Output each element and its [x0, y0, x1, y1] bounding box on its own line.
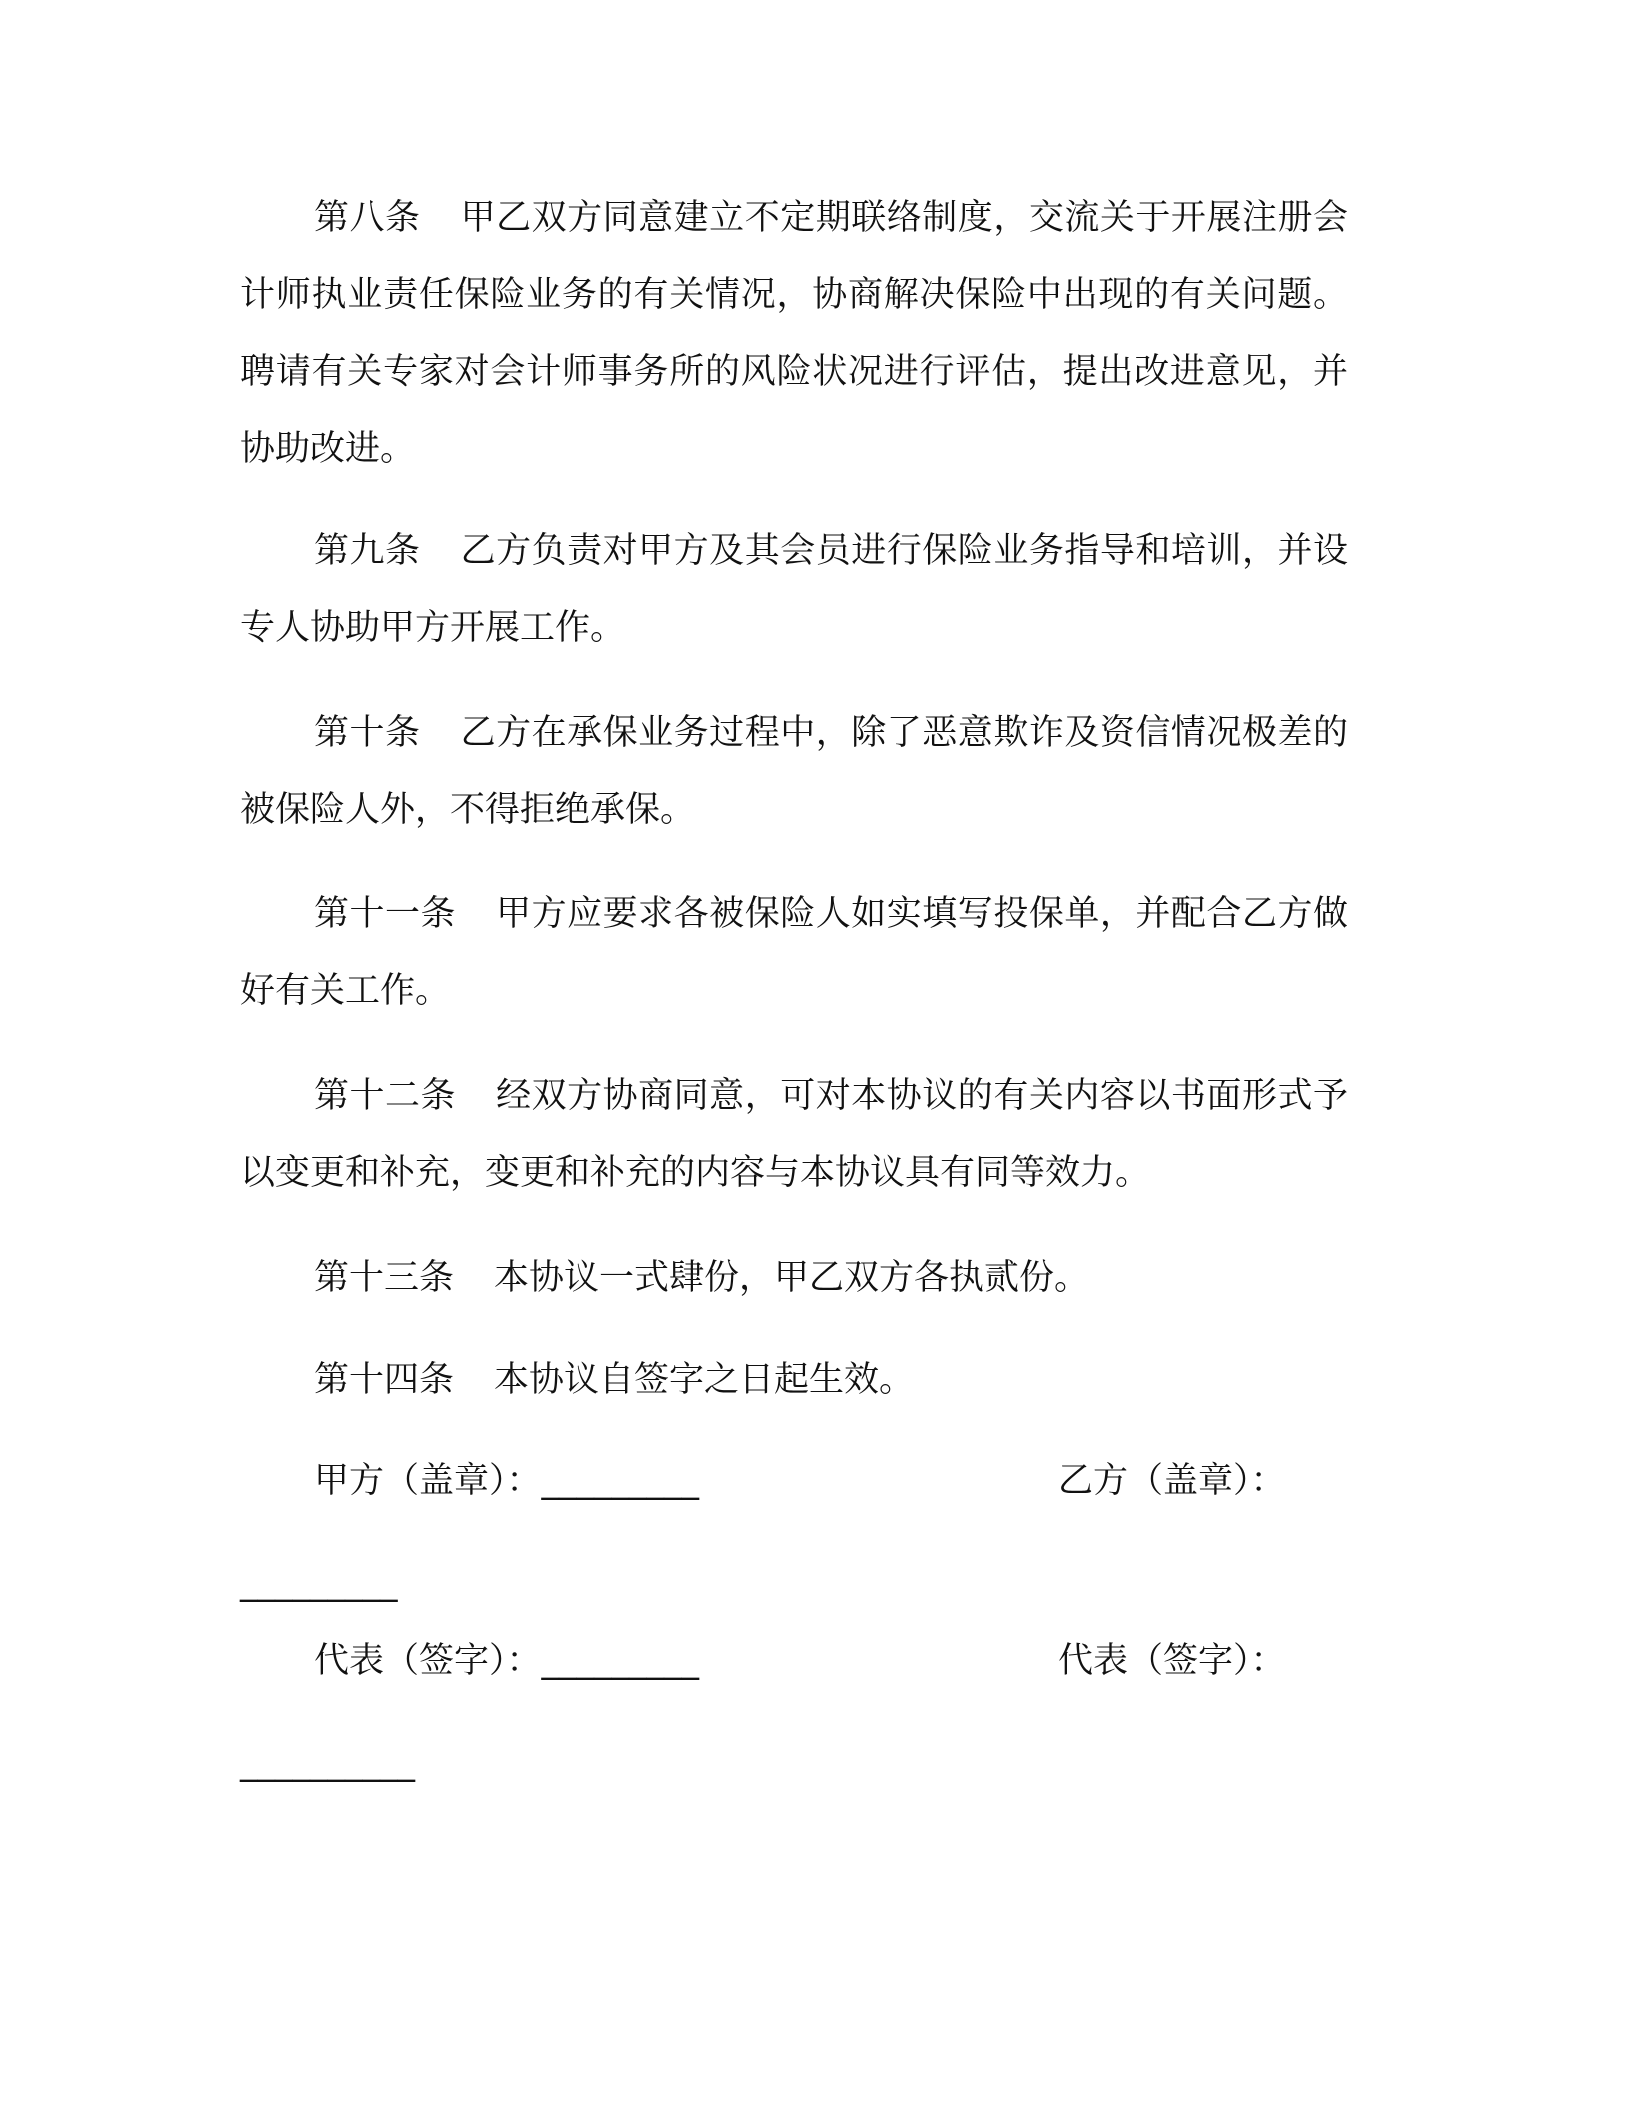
party-a-seal-field: 甲方（盖章）：_________	[314, 1461, 700, 1501]
article-heading: 第九条	[314, 531, 421, 571]
party-a-representative-field: 代表（签字）：_________	[314, 1641, 700, 1681]
article-text: 本协议一式肆份，甲乙双方各执贰份。	[494, 1258, 1090, 1298]
article-text: 甲乙双方同意建立不定期联络制度，交流关于开展注册会计师执业责任保险业务的有关情况，协商解决保险中出现的有关问题。聘请有关专家对会计师事务所的风险状况进行评估，提出改进意见，并协助改进。	[240, 198, 1348, 469]
article-text: 乙方在承保业务过程中，除了恶意欺诈及资信情况极差的被保险人外，不得拒绝承保。	[240, 713, 1348, 830]
article-9	[240, 513, 1348, 667]
article-heading: 第十一条	[314, 894, 457, 934]
article-11	[240, 876, 1348, 1030]
article-heading: 第十三条	[314, 1258, 455, 1298]
article-heading: 第八条	[314, 198, 421, 238]
article-text: 乙方负责对甲方及其会员进行保险业务指导和培训，并设专人协助甲方开展工作。	[240, 531, 1348, 648]
article-13	[240, 1240, 1348, 1317]
party-b-seal-blank: _________	[240, 1563, 398, 1603]
article-heading: 第十四条	[314, 1360, 455, 1400]
article-text: 甲方应要求各被保险人如实填写投保单，并配合乙方做好有关工作。	[240, 894, 1348, 1011]
article-text: 本协议自签字之日起生效。	[494, 1360, 915, 1400]
party-b-representative-blank: __________	[240, 1743, 415, 1783]
article-14	[240, 1342, 1348, 1419]
article-text: 经双方协商同意，可对本协议的有关内容以书面形式予以变更和补充，变更和补充的内容与本协议具有同等效力。	[240, 1076, 1348, 1193]
party-b-seal-field: 乙方（盖章）：	[1058, 1461, 1286, 1501]
article-10	[240, 695, 1348, 849]
article-8	[240, 180, 1348, 488]
article-12	[240, 1058, 1348, 1212]
party-b-representative-field: 代表（签字）：	[1058, 1641, 1286, 1681]
article-heading: 第十二条	[314, 1076, 457, 1116]
article-heading: 第十条	[314, 713, 421, 753]
